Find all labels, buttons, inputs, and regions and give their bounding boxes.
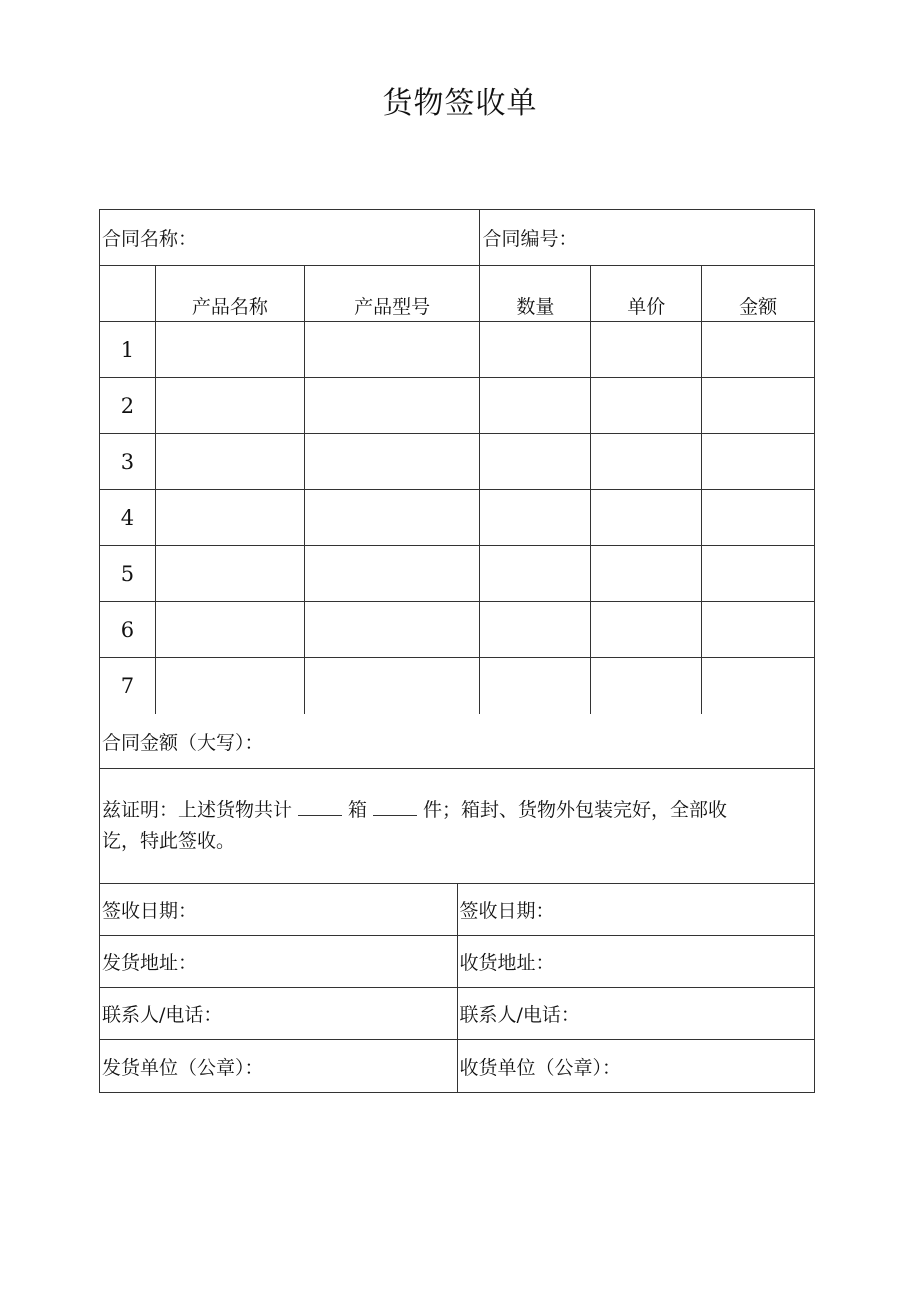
certificate-part-3: 件；箱封、货物外包装完好，全部收	[423, 799, 728, 821]
unit-price-cell[interactable]	[591, 546, 702, 601]
header-unit-price: 单价	[591, 266, 702, 321]
product-name-cell[interactable]	[156, 322, 305, 377]
header-product-model: 产品型号	[305, 266, 481, 321]
amount-cell[interactable]	[702, 322, 814, 377]
product-model-cell[interactable]	[305, 322, 481, 377]
receiver-company-seal-field[interactable]: 收货单位（公章）：	[459, 1056, 622, 1079]
unit-price-cell[interactable]	[591, 434, 702, 489]
certificate-part-2: 箱	[348, 799, 368, 821]
row-index: 4	[100, 490, 156, 545]
certificate-text	[100, 769, 814, 883]
amount-cell[interactable]	[702, 602, 814, 657]
product-name-cell[interactable]	[156, 658, 305, 714]
amount-cell[interactable]	[702, 378, 814, 433]
product-name-cell[interactable]	[156, 546, 305, 601]
product-model-cell[interactable]	[305, 434, 481, 489]
quantity-cell[interactable]	[480, 434, 591, 489]
header-product-name: 产品名称	[156, 266, 305, 321]
receiver-address-field[interactable]: 收货地址：	[459, 952, 555, 974]
product-model-cell[interactable]	[305, 658, 481, 714]
box-count-blank[interactable]	[298, 799, 342, 816]
row-index: 6	[100, 602, 156, 657]
receiver-receipt-date-field[interactable]: 签收日期：	[459, 900, 555, 922]
header-index	[100, 266, 156, 321]
table-row	[100, 378, 814, 434]
footer-row	[100, 988, 814, 1040]
shipper-company-seal-field[interactable]: 发货单位（公章）：	[100, 1040, 458, 1092]
certificate-part-1: 兹证明：上述货物共计	[102, 799, 293, 821]
footer-row	[100, 884, 814, 936]
row-index: 5	[100, 546, 156, 601]
quantity-cell[interactable]	[480, 602, 591, 657]
contract-amount-row	[100, 714, 814, 769]
receiver-contact-phone-field[interactable]: 联系人/电话：	[459, 1004, 580, 1026]
contract-row	[100, 210, 814, 266]
amount-cell[interactable]	[702, 434, 814, 489]
unit-price-cell[interactable]	[591, 378, 702, 433]
shipper-receipt-date-field[interactable]: 签收日期：	[100, 884, 458, 935]
footer-row	[100, 936, 814, 988]
unit-price-cell[interactable]	[591, 322, 702, 377]
table-row	[100, 658, 814, 714]
certificate-row	[100, 769, 814, 884]
piece-count-blank[interactable]	[373, 799, 417, 816]
unit-price-cell[interactable]	[591, 602, 702, 657]
product-model-cell[interactable]	[305, 546, 481, 601]
unit-price-cell[interactable]	[591, 490, 702, 545]
document-title: 货物签收单	[382, 86, 538, 121]
table-row	[100, 490, 814, 546]
table-row	[100, 322, 814, 378]
quantity-cell[interactable]	[480, 490, 591, 545]
quantity-cell[interactable]	[480, 658, 591, 714]
product-name-cell[interactable]	[156, 602, 305, 657]
row-index: 2	[100, 378, 156, 433]
contract-amount-field[interactable]: 合同金额（大写）：	[102, 731, 264, 754]
product-name-cell[interactable]	[156, 378, 305, 433]
quantity-cell[interactable]	[480, 546, 591, 601]
product-name-cell[interactable]	[156, 490, 305, 545]
receipt-form	[99, 209, 815, 1093]
table-row	[100, 546, 814, 602]
quantity-cell[interactable]	[480, 378, 591, 433]
contract-number-field[interactable]: 合同编号：	[482, 228, 578, 250]
product-model-cell[interactable]	[305, 378, 481, 433]
shipper-contact-phone-field[interactable]: 联系人/电话：	[100, 988, 458, 1039]
table-row	[100, 434, 814, 490]
amount-cell[interactable]	[702, 490, 814, 545]
quantity-cell[interactable]	[480, 322, 591, 377]
shipper-address-field[interactable]: 发货地址：	[100, 936, 458, 987]
table-row	[100, 602, 814, 658]
product-model-cell[interactable]	[305, 490, 481, 545]
product-model-cell[interactable]	[305, 602, 481, 657]
certificate-part-4: 讫，特此签收。	[102, 830, 236, 852]
amount-cell[interactable]	[702, 658, 814, 714]
header-quantity: 数量	[480, 266, 591, 321]
table-header	[100, 266, 814, 322]
contract-name-field[interactable]: 合同名称：	[100, 210, 480, 265]
row-index: 7	[100, 658, 156, 714]
header-amount: 金额	[739, 296, 778, 318]
product-name-cell[interactable]	[156, 434, 305, 489]
row-index: 3	[100, 434, 156, 489]
amount-cell[interactable]	[702, 546, 814, 601]
unit-price-cell[interactable]	[591, 658, 702, 714]
footer-row	[100, 1040, 814, 1092]
row-index: 1	[100, 322, 156, 377]
